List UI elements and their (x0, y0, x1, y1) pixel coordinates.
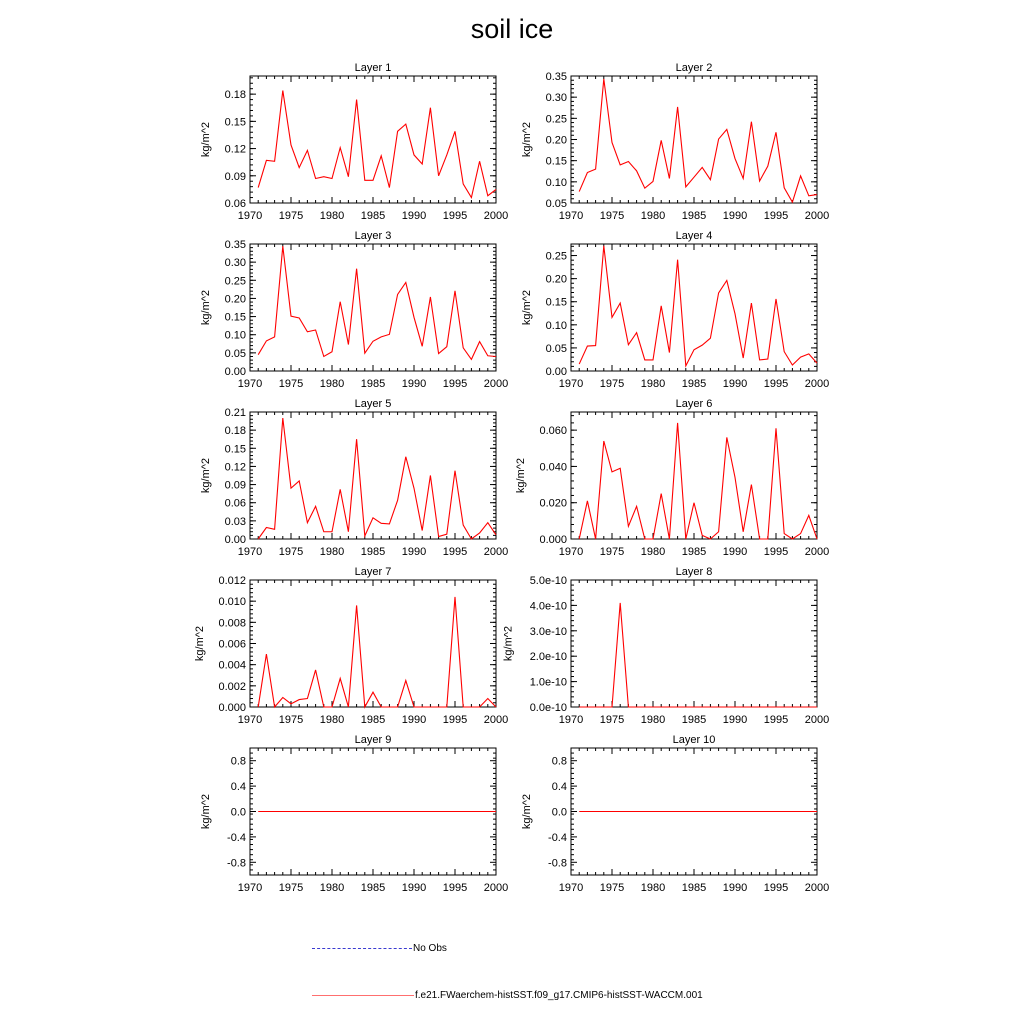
y-tick-label: 0.15 (545, 296, 567, 309)
y-tick-label: 1.0e-10 (529, 676, 567, 689)
y-tick-label: 0.15 (224, 116, 246, 129)
series-line (579, 423, 817, 539)
x-tick-label: 1990 (722, 546, 748, 558)
panel-title: Layer 4 (675, 230, 713, 242)
legend-no-obs (312, 943, 447, 954)
y-tick-label: 0.000 (218, 702, 246, 714)
y-axis-label: kg/m^2 (515, 457, 527, 494)
x-tick-label: 1970 (558, 210, 584, 222)
x-tick-label: 2000 (483, 546, 509, 558)
series-line (579, 603, 817, 707)
y-tick-label: 0.05 (224, 347, 246, 360)
y-axis-label: kg/m^2 (200, 121, 213, 158)
x-tick-label: 1970 (558, 378, 584, 390)
y-tick-label: 0.010 (218, 596, 246, 609)
y-tick-label: 0.09 (224, 479, 246, 492)
legend-model (312, 990, 703, 1001)
x-tick-label: 1990 (722, 714, 748, 726)
x-tick-label: 1975 (599, 546, 625, 558)
x-tick-label: 1980 (319, 378, 345, 390)
series-line (579, 246, 817, 366)
y-tick-label: 0.0 (230, 806, 246, 819)
x-tick-label: 1985 (360, 714, 386, 726)
series-line (258, 597, 496, 707)
plot-frame (250, 580, 496, 707)
x-tick-label: 1995 (442, 714, 468, 726)
x-tick-label: 2000 (483, 882, 509, 894)
series-line (579, 79, 817, 202)
x-tick-label: 1980 (640, 378, 666, 390)
x-tick-label: 2000 (804, 378, 830, 390)
y-tick-label: 2.0e-10 (529, 651, 567, 664)
x-tick-label: 1970 (237, 714, 263, 726)
panel-2 (521, 62, 829, 222)
y-tick-label: 0.00 (545, 366, 567, 378)
y-axis-label: kg/m^2 (200, 289, 213, 326)
x-tick-label: 1990 (401, 210, 427, 222)
legend-obs-label: No Obs (413, 943, 447, 954)
y-tick-label: 0.040 (539, 461, 567, 474)
x-tick-label: 1995 (442, 882, 468, 894)
x-tick-label: 1985 (360, 546, 386, 558)
y-tick-label: 0.0 (551, 806, 567, 819)
x-tick-label: 1990 (401, 882, 427, 894)
y-tick-label: 0.020 (539, 497, 567, 510)
y-tick-label: 0.30 (545, 92, 567, 105)
series-line (258, 91, 496, 198)
panel-1 (200, 62, 508, 222)
x-tick-label: 1985 (360, 210, 386, 222)
y-axis-label: kg/m^2 (194, 625, 206, 662)
y-tick-label: 0.15 (224, 443, 246, 456)
x-tick-label: 1985 (681, 210, 707, 222)
x-tick-label: 1970 (558, 714, 584, 726)
y-tick-label: 0.05 (545, 342, 567, 355)
x-tick-label: 1990 (722, 378, 748, 390)
y-tick-label: 0.10 (224, 329, 246, 342)
x-tick-label: 1980 (640, 210, 666, 222)
x-tick-label: 1990 (401, 378, 427, 390)
figure-title: soil ice (470, 14, 554, 44)
y-axis-label: kg/m^2 (521, 289, 534, 326)
y-tick-label: 0.15 (224, 311, 246, 324)
x-tick-label: 1995 (442, 378, 468, 390)
x-tick-label: 1970 (237, 210, 263, 222)
y-tick-label: -0.8 (548, 857, 567, 870)
y-tick-label: 0.12 (224, 143, 246, 156)
x-tick-label: 1975 (599, 378, 625, 390)
y-tick-label: 0.00 (224, 366, 246, 378)
panel-9 (200, 734, 508, 894)
y-tick-label: 0.21 (224, 407, 246, 419)
y-tick-label: 0.18 (224, 89, 246, 102)
x-tick-label: 2000 (804, 882, 830, 894)
x-tick-label: 1980 (319, 546, 345, 558)
x-tick-label: 1985 (681, 882, 707, 894)
x-tick-label: 1980 (640, 546, 666, 558)
plot-frame (571, 580, 817, 707)
x-tick-label: 1970 (237, 882, 263, 894)
y-tick-label: 0.15 (545, 155, 567, 168)
x-tick-label: 1995 (763, 546, 789, 558)
y-tick-label: 0.18 (224, 425, 246, 438)
y-tick-label: 0.8 (551, 755, 567, 768)
x-tick-label: 2000 (483, 378, 509, 390)
x-tick-label: 1980 (640, 714, 666, 726)
x-tick-label: 1975 (278, 714, 304, 726)
panel-title: Layer 10 (672, 734, 716, 746)
panel-title: Layer 5 (354, 398, 392, 410)
panel-title: Layer 7 (354, 566, 392, 578)
x-tick-label: 1995 (442, 546, 468, 558)
y-axis-label: kg/m^2 (200, 793, 213, 830)
x-tick-label: 1995 (763, 378, 789, 390)
y-tick-label: 0.004 (218, 659, 246, 672)
x-tick-label: 2000 (483, 714, 509, 726)
y-tick-label: 0.000 (539, 534, 567, 546)
x-tick-label: 1985 (360, 882, 386, 894)
x-tick-label: 2000 (483, 210, 509, 222)
y-tick-label: 0.25 (545, 250, 567, 263)
x-tick-label: 1990 (401, 714, 427, 726)
x-tick-label: 1975 (278, 546, 304, 558)
y-tick-label: 0.05 (545, 198, 567, 210)
y-tick-label: 0.20 (545, 273, 567, 286)
y-tick-label: 0.10 (545, 319, 567, 332)
panel-title: Layer 8 (675, 566, 713, 578)
x-tick-label: 1980 (319, 210, 345, 222)
panel-title: Layer 1 (354, 62, 392, 74)
y-tick-label: 0.4 (230, 781, 246, 794)
plot-frame (250, 244, 496, 371)
x-tick-label: 1975 (599, 714, 625, 726)
x-tick-label: 1970 (237, 378, 263, 390)
legend-solid-line (312, 995, 414, 996)
y-tick-label: 4.0e-10 (529, 600, 567, 613)
y-tick-label: 0.006 (218, 638, 246, 651)
series-line (258, 418, 496, 539)
plot-frame (571, 76, 817, 203)
x-tick-label: 1990 (722, 882, 748, 894)
series-line (258, 246, 496, 359)
y-tick-label: 0.12 (224, 461, 246, 474)
panel-4 (521, 230, 829, 390)
y-tick-label: 0.4 (551, 781, 567, 794)
panel-title: Layer 6 (675, 398, 713, 410)
x-tick-label: 1975 (599, 210, 625, 222)
panel-6 (515, 398, 829, 558)
y-tick-label: 0.03 (224, 515, 246, 528)
y-axis-label: kg/m^2 (521, 793, 534, 830)
y-tick-label: -0.4 (227, 831, 246, 844)
y-tick-label: 0.25 (545, 113, 567, 126)
x-tick-label: 1975 (599, 882, 625, 894)
x-tick-label: 1970 (558, 882, 584, 894)
y-tick-label: -0.4 (548, 831, 567, 844)
plot-frame (250, 412, 496, 539)
y-tick-label: 0.35 (545, 71, 567, 83)
x-tick-label: 1980 (640, 882, 666, 894)
x-tick-label: 2000 (804, 546, 830, 558)
y-tick-label: 0.012 (218, 575, 246, 587)
panel-5 (200, 398, 508, 558)
x-tick-label: 1970 (237, 546, 263, 558)
x-tick-label: 1970 (558, 546, 584, 558)
x-tick-label: 1980 (319, 714, 345, 726)
x-tick-label: 1995 (763, 882, 789, 894)
panel-title: Layer 9 (354, 734, 392, 746)
panel-3 (200, 230, 508, 390)
y-axis-label: kg/m^2 (521, 121, 534, 158)
x-tick-label: 2000 (804, 714, 830, 726)
y-tick-label: -0.8 (227, 857, 246, 870)
y-tick-label: 0.002 (218, 680, 246, 693)
y-tick-label: 0.06 (224, 497, 246, 510)
panel-7 (194, 566, 508, 726)
y-tick-label: 0.06 (224, 198, 246, 210)
y-tick-label: 0.20 (545, 134, 567, 147)
legend-model-label: f.e21.FWaerchem-histSST.f09_g17.CMIP6-histSST-WACCM.001 (415, 990, 703, 1001)
x-tick-label: 2000 (804, 210, 830, 222)
y-tick-label: 0.0e-10 (529, 702, 567, 714)
panel-10 (521, 734, 829, 894)
y-tick-label: 0.00 (224, 534, 246, 546)
x-tick-label: 1985 (681, 546, 707, 558)
y-axis-label: kg/m^2 (200, 457, 213, 494)
x-tick-label: 1975 (278, 210, 304, 222)
panel-title: Layer 3 (354, 230, 392, 242)
y-tick-label: 0.20 (224, 293, 246, 306)
x-tick-label: 1985 (681, 714, 707, 726)
plot-frame (571, 244, 817, 371)
x-tick-label: 1995 (442, 210, 468, 222)
y-axis-label: kg/m^2 (502, 625, 515, 662)
x-tick-label: 1985 (360, 378, 386, 390)
x-tick-label: 1985 (681, 378, 707, 390)
y-tick-label: 0.008 (218, 617, 246, 630)
x-tick-label: 1995 (763, 714, 789, 726)
y-tick-label: 0.8 (230, 755, 246, 768)
y-tick-label: 5.0e-10 (529, 575, 567, 587)
y-tick-label: 0.30 (224, 257, 246, 270)
y-tick-label: 0.09 (224, 170, 246, 183)
x-tick-label: 1990 (401, 546, 427, 558)
x-tick-label: 1990 (722, 210, 748, 222)
y-tick-label: 0.10 (545, 176, 567, 189)
panel-8 (503, 566, 830, 726)
y-tick-label: 0.060 (539, 425, 567, 438)
x-tick-label: 1995 (763, 210, 789, 222)
y-tick-label: 3.0e-10 (529, 625, 567, 638)
legend-dashed-line (312, 948, 412, 949)
x-tick-label: 1980 (319, 882, 345, 894)
y-tick-label: 0.35 (224, 239, 246, 251)
y-tick-label: 0.25 (224, 275, 246, 288)
x-tick-label: 1975 (278, 882, 304, 894)
plot-frame (250, 76, 496, 203)
panel-title: Layer 2 (675, 62, 713, 74)
x-tick-label: 1975 (278, 378, 304, 390)
